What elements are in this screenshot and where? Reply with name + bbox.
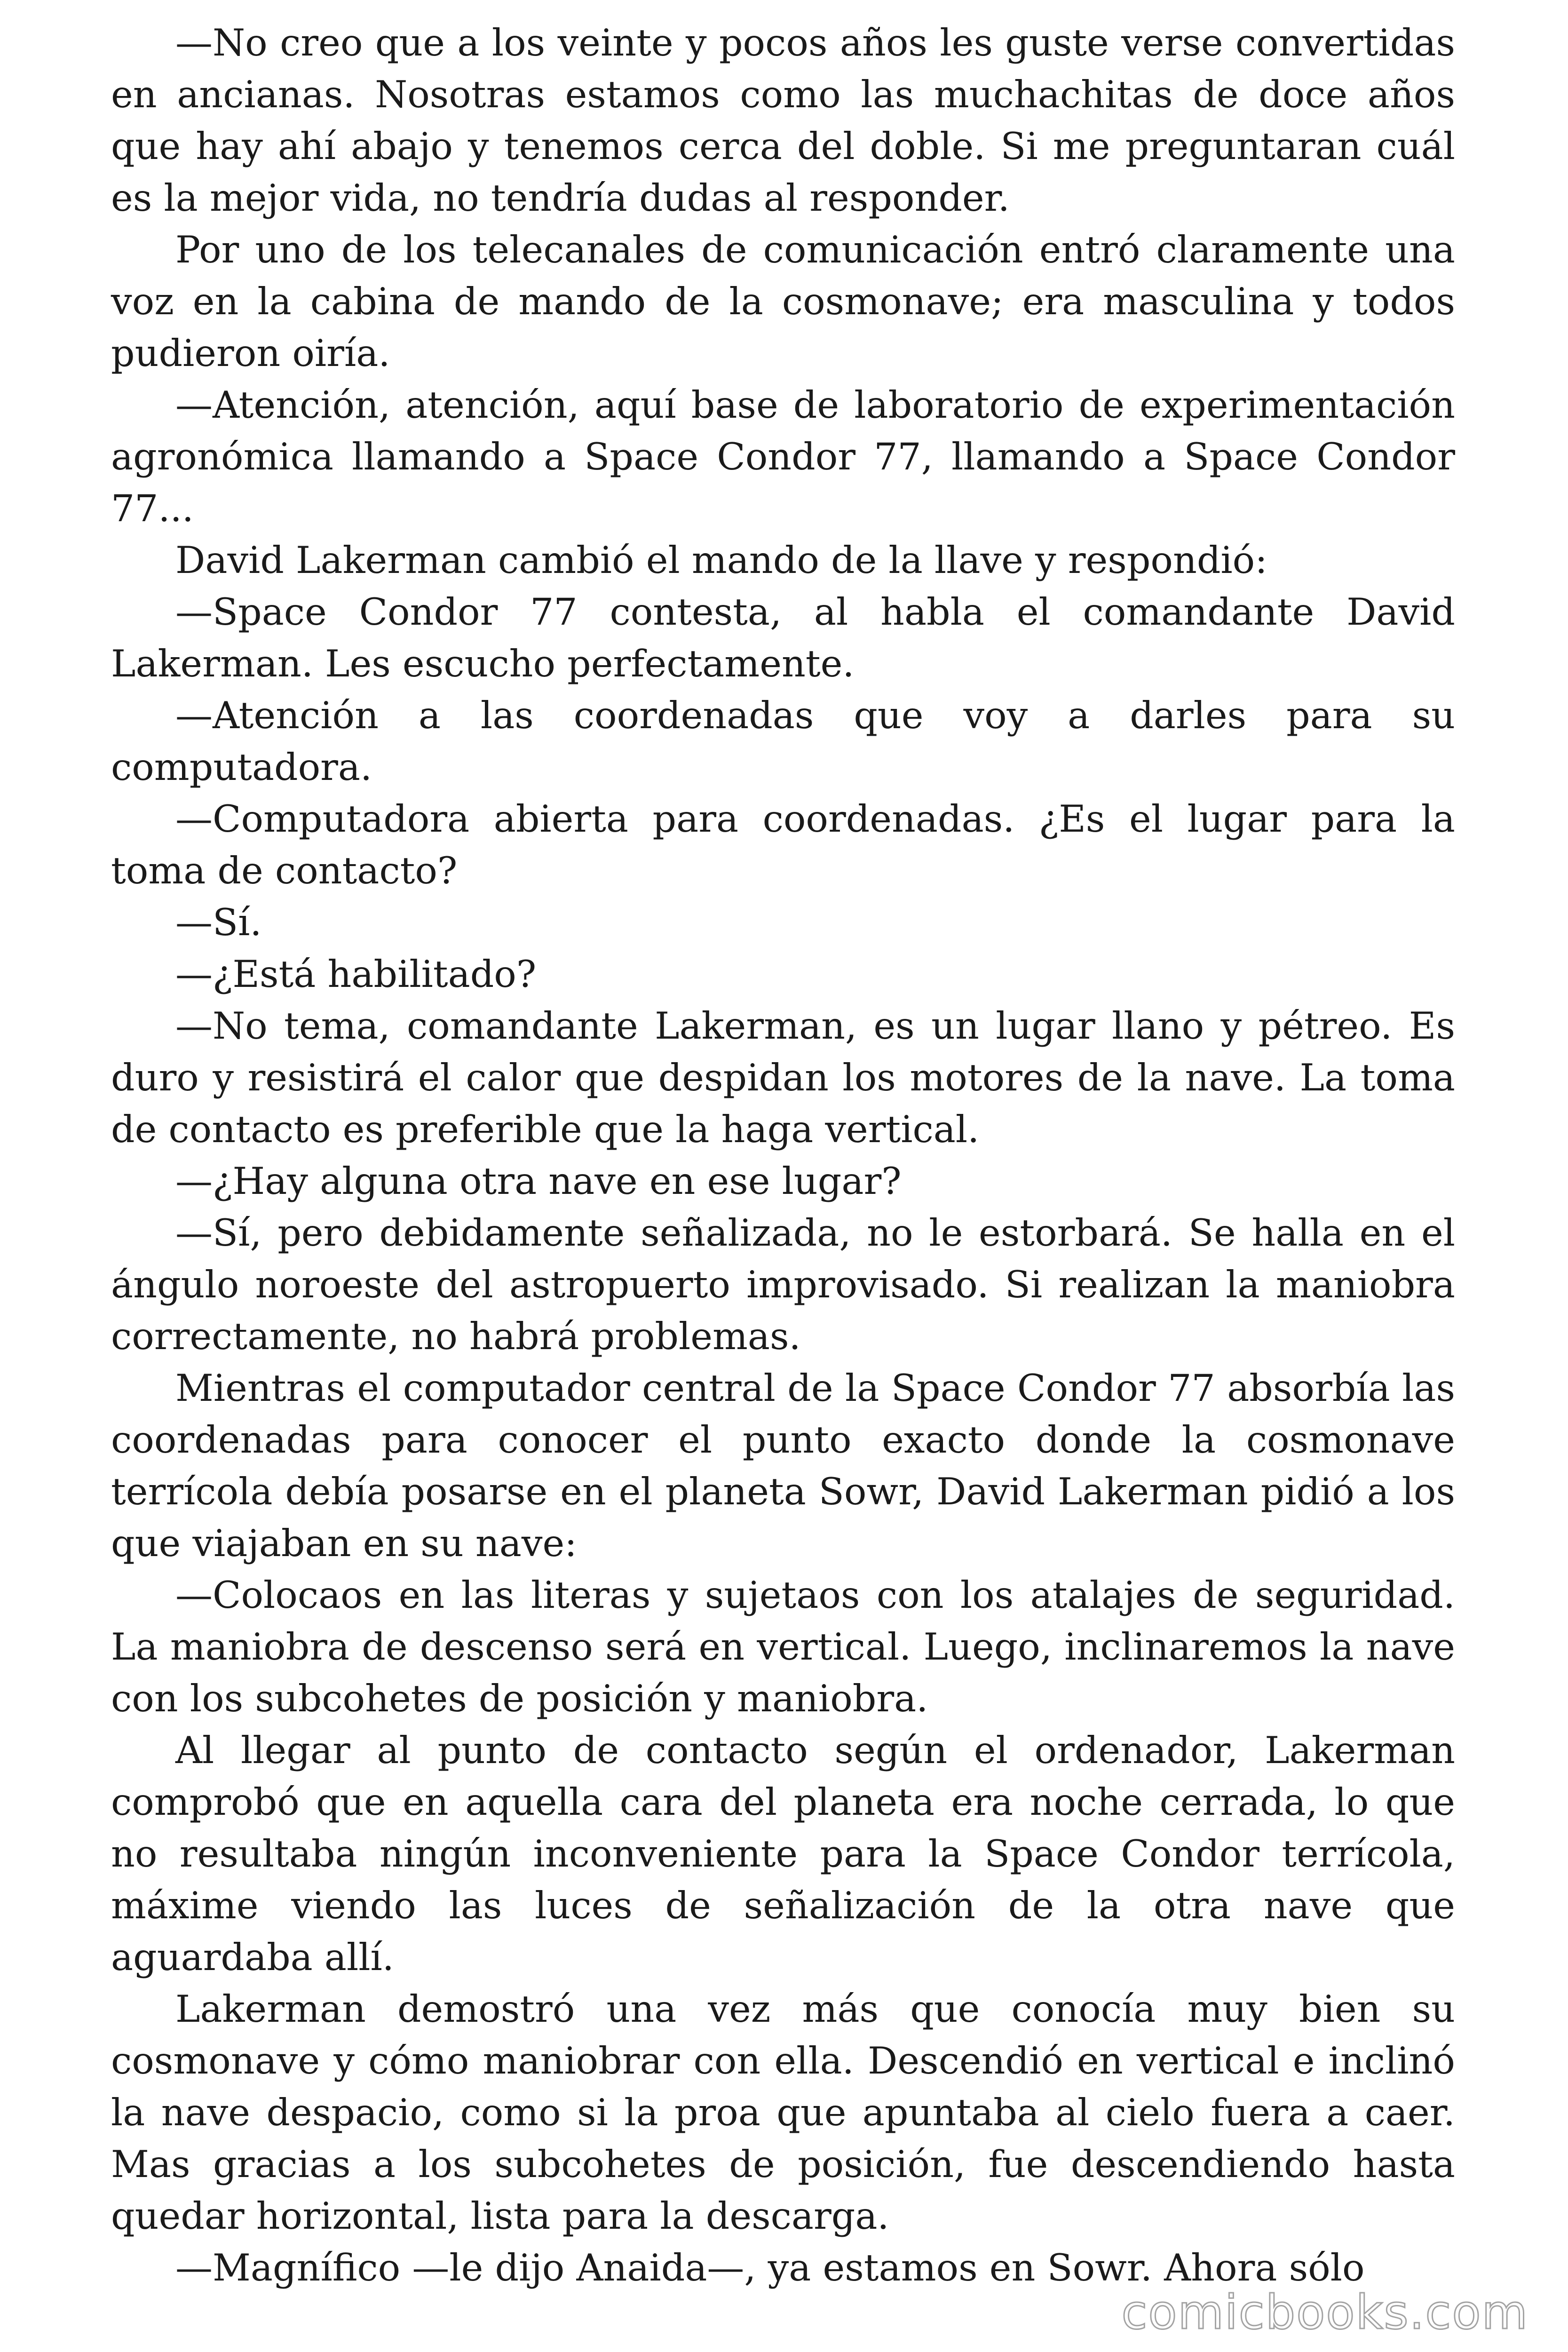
paragraph: —No creo que a los veinte y pocos años les guste verse convertidas en ancianas. Nosotras estamos como las muchachitas de doce años que hay ahí abajo y tenemos cerca del doble. Si me preguntaran cuál es la mejor vida, no tendría dudas al responder. [111,21,1455,220]
paragraph: David Lakerman cambió el mando de la llave y respondió: [175,539,1267,582]
paragraph: Al llegar al punto de contacto según el ordenador, Lakerman comprobó que en aquella cara del planeta era noche cerrada, lo que no resultaba ningún inconveniente para la Space Condor terrícola, máxime viendo las luces de señalización de la otra nave que aguardaba allí. [111,1729,1455,1979]
book-page [111,17,1455,2294]
paragraph: —¿Está habilitado? [175,953,537,996]
paragraph: —Computadora abierta para coordenadas. ¿Es el lugar para la toma de contacto? [111,797,1455,892]
paragraph: —¿Hay alguna otra nave en ese lugar? [175,1160,902,1203]
paragraph: —Sí. [175,901,262,944]
paragraph: —Atención, atención, aquí base de laboratorio de experimentación agronómica llamando a Space Condor 77, llamando a Space Condor 77... [111,383,1455,530]
paragraph: —Colocaos en las literas y sujetaos con los atalajes de seguridad. La maniobra de descenso será en vertical. Luego, inclinaremos la nave con los subcohetes de posición y maniobra. [111,1573,1455,1720]
paragraph: —Magnífico —le dijo Anaida—, ya estamos en Sowr. Ahora sólo [175,2246,1365,2289]
paragraph: Lakerman demostró una vez más que conocía muy bien su cosmonave y cómo maniobrar con ella. Descendió en vertical e inclinó la nave despacio, como si la proa que apuntaba al cielo fuera a caer. Mas gracias a los subcohetes de posición, fue descendiendo hasta quedar horizontal, lista para la descarga. [111,1987,1455,2238]
paragraph: Por uno de los telecanales de comunicación entró claramente una voz en la cabina de mando de la cosmonave; era masculina y todos pudieron oiría. [111,228,1455,375]
paragraph: —Atención a las coordenadas que voy a darles para su computadora. [111,694,1455,789]
paragraph: —Space Condor 77 contesta, al habla el comandante David Lakerman. Les escucho perfectamente. [111,590,1455,685]
paragraph: Mientras el computador central de la Space Condor 77 absorbía las coordenadas para conocer el punto exacto donde la cosmonave terrícola debía posarse en el planeta Sowr, David Lakerman pidió a los que viajaban en su nave: [111,1367,1455,1565]
paragraph: —No tema, comandante Lakerman, es un lugar llano y pétreo. Es duro y resistirá el calor que despidan los motores de la nave. La toma de contacto es preferible que la haga vertical. [111,1004,1455,1151]
paragraph: —Sí, pero debidamente señalizada, no le estorbará. Se halla en el ángulo noroeste del astropuerto improvisado. Si realizan la maniobra correctamente, no habrá problemas. [111,1211,1455,1358]
watermark: comicbooks.com [1121,2285,1528,2340]
